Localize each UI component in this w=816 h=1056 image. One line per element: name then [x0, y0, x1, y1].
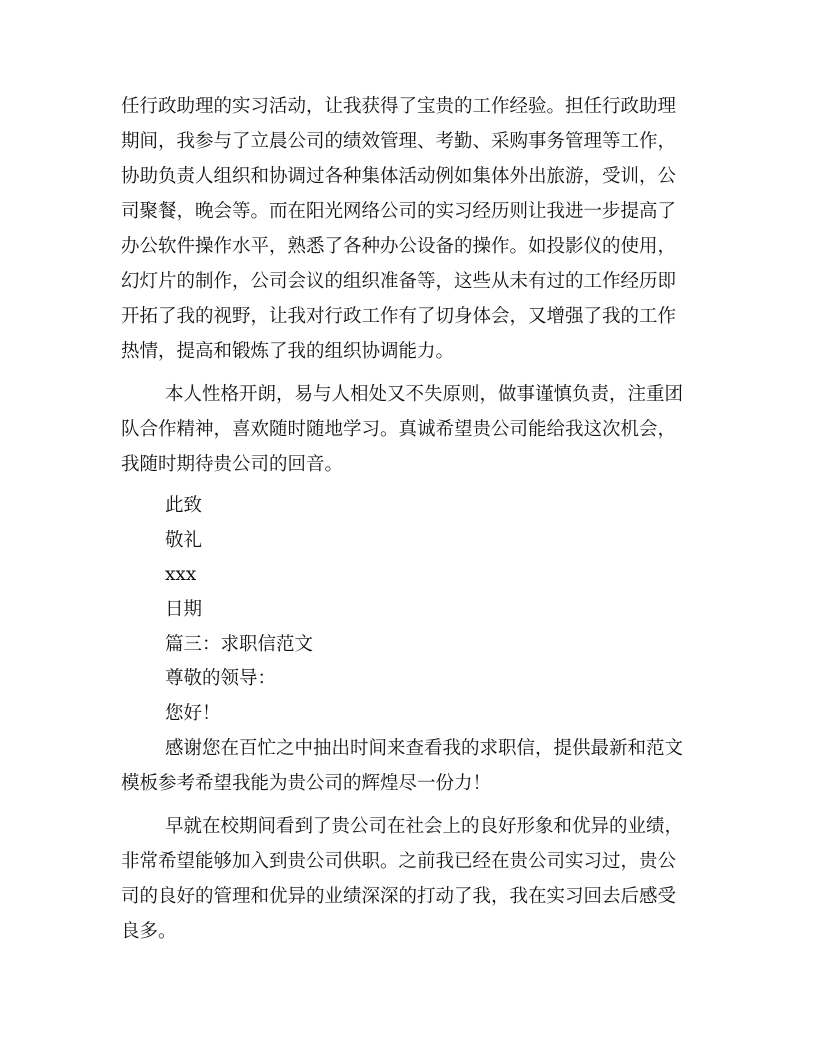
paragraph-4-line-2: 非常希望能够加入到贵公司供职。之前我已经在贵公司实习过，贵公	[121, 851, 677, 872]
paragraph-1-line-5: 办公软件操作水平，熟悉了各种办公设备的操作。如投影仪的使用，	[121, 236, 677, 257]
paragraph-1-line-8: 热情，提高和锻炼了我的组织协调能力。	[121, 341, 455, 362]
paragraph-3-line-2: 模板参考希望我能为贵公司的辉煌尽一份力！	[121, 773, 492, 794]
closing-line-1: 此致	[165, 495, 203, 516]
paragraph-2-line-3: 我随时期待贵公司的回音。	[121, 454, 344, 475]
paragraph-1-line-7: 开拓了我的视野，让我对行政工作有了切身体会，又增强了我的工作	[121, 306, 677, 327]
paragraph-1-line-3: 协助负责人组织和协调过各种集体活动例如集体外出旅游，受训，公	[121, 166, 677, 187]
paragraph-2-line-2: 队合作精神，喜欢随时随地学习。真诚希望贵公司能给我这次机会，	[121, 419, 677, 440]
section-title: 篇三：求职信范文	[165, 634, 314, 655]
closing-line-2: 敬礼	[165, 530, 203, 551]
paragraph-4-line-4: 良多。	[121, 921, 177, 942]
paragraph-3-line-1: 感谢您在百忙之中抽出时间来查看我的求职信，提供最新和范文	[165, 738, 684, 759]
greeting: 您好！	[165, 703, 221, 724]
paragraph-4-line-3: 司的良好的管理和优异的业绩深深的打动了我，我在实习回去后感受	[121, 886, 677, 907]
paragraph-4-line-1: 早就在校期间看到了贵公司在社会上的良好形象和优异的业绩，	[165, 816, 684, 837]
paragraph-1-line-6: 幻灯片的制作，公司会议的组织准备等，这些从未有过的工作经历即	[121, 271, 677, 292]
paragraph-1-line-1: 任行政助理的实习活动，让我获得了宝贵的工作经验。担任行政助理	[121, 96, 677, 117]
paragraph-1-line-4: 司聚餐，晚会等。而在阳光网络公司的实习经历则让我进一步提高了	[121, 201, 677, 222]
paragraph-1-line-2: 期间，我参与了立晨公司的绩效管理、考勤、采购事务管理等工作，	[121, 131, 677, 152]
salutation: 尊敬的领导：	[165, 668, 277, 689]
closing-line-3: xxx	[165, 564, 197, 585]
paragraph-2-line-1: 本人性格开朗，易与人相处又不失原则，做事谨慎负责，注重团	[165, 384, 684, 405]
closing-line-4: 日期	[165, 599, 203, 620]
